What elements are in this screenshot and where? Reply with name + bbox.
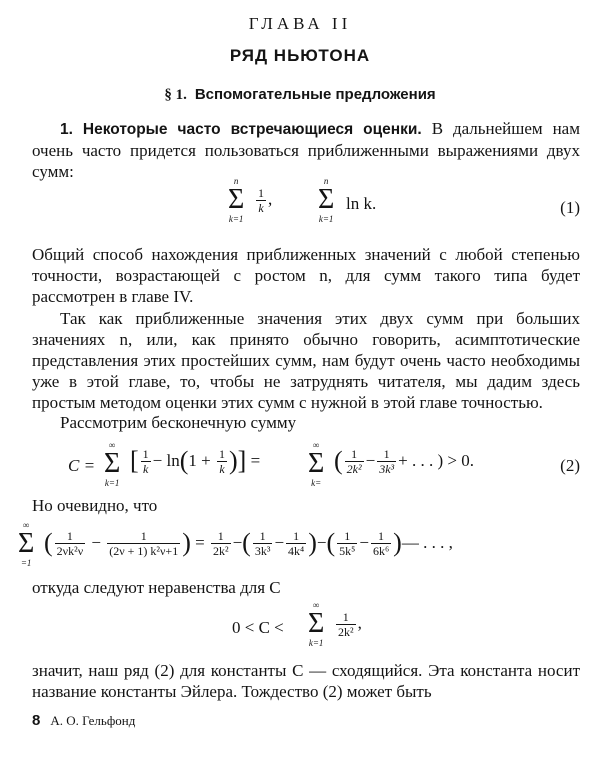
- sum-sign-3: ∞ Σ =1: [18, 520, 35, 568]
- sum-sign-2b: ∞ Σ k=: [308, 440, 325, 488]
- sum-sign-1b: n Σ k=1: [318, 176, 335, 224]
- paragraph-5: Но очевидно, что: [32, 496, 158, 515]
- sum-sign-2a: ∞ Σ k=1: [104, 440, 121, 488]
- section-title: Вспомогательные предложения: [194, 86, 436, 103]
- ln-k-term: ln k.: [346, 194, 377, 213]
- running-author: А. О. Гельфонд: [50, 713, 136, 728]
- item1-text: В дальнейшем нам очень часто придется пользоваться приближенными выражениями двух сумм:: [32, 119, 580, 181]
- section-number: § 1.: [164, 87, 187, 103]
- chapter-title: РЯД НЬЮТОНА: [229, 46, 371, 65]
- equation-4: 0 < C < ∞ Σ k=1 $\frac{1}{\text{2k²}}$ ,: [232, 600, 362, 648]
- paragraph-4: Рассмотрим бесконечную сумму: [60, 413, 297, 432]
- paragraph-7: значит, наш ряд (2) для константы C — сходящийся. Эта константа носит название константы Эйлера. Тождество (2) может быть: [32, 661, 580, 701]
- paragraph-item1: [32, 118, 580, 182]
- equation-number-2: (2): [560, 456, 580, 475]
- equation-3: ∞ Σ =1 ( $\frac{1}{\text{2νk²ν}}$ − $\frac{1}{\text{(2ν + 1) k²ν+1}}$ ) = $\frac{1}{\text{2k²}}$ −( $\frac{1}{\text{3k³}}$ − $\frac{1}{\text{4k⁴}}$ )−( $\frac{1}{\text{5k⁵}}$ − $\frac{1}{\text{6k⁶}}$ )— . . . ,: [18, 520, 453, 568]
- item1-lead: 1. Некоторые часто встречающиеся оценки.: [60, 121, 422, 138]
- section-heading: [0, 86, 600, 104]
- page-number: 8: [32, 712, 41, 729]
- page-footer: [32, 712, 135, 729]
- paragraph-3: Так как приближенные значения этих двух сумм при больших значениях n, или, как принято обычно говорить, асимптотические представления этих простейших сумм, нам будут очень часто необходимы уже в этой главе, то, чтобы не затруднять читателя, мы дадим здесь простым методом оценки этих сумм с нужной в этой главе точностью.: [32, 309, 580, 412]
- chapter-heading: ГЛАВА II: [248, 14, 352, 33]
- equation-number-1: (1): [560, 198, 580, 217]
- paragraph-2: Общий способ нахождения приближенных значений с любой степенью точности, возрастающей с ростом n, для сумм такого типа будет рассмотрен в главе IV.: [32, 245, 580, 306]
- paragraph-6: откуда следуют неравенства для C: [32, 578, 281, 597]
- equation-2: C = ∞ Σ k=1 [ $\frac{1}{k}$ − ln(1 + $\frac{1}{k}$ )] = ∞ Σ k= ( $\frac{1}{\text{2k²}}$ − $\frac{1}{\text{3k³}}$ + . . . ) > 0.: [68, 440, 474, 488]
- sum-sign-4: ∞ Σ k=1: [308, 600, 325, 648]
- fraction-1-over-k: $\frac{1}{k}$: [258, 186, 264, 215]
- equation-1: n Σ k=1 $\frac{1}{k}$ , n Σ k=1 ln k.: [228, 176, 377, 224]
- sum-sign-1a: n Σ k=1: [228, 176, 245, 224]
